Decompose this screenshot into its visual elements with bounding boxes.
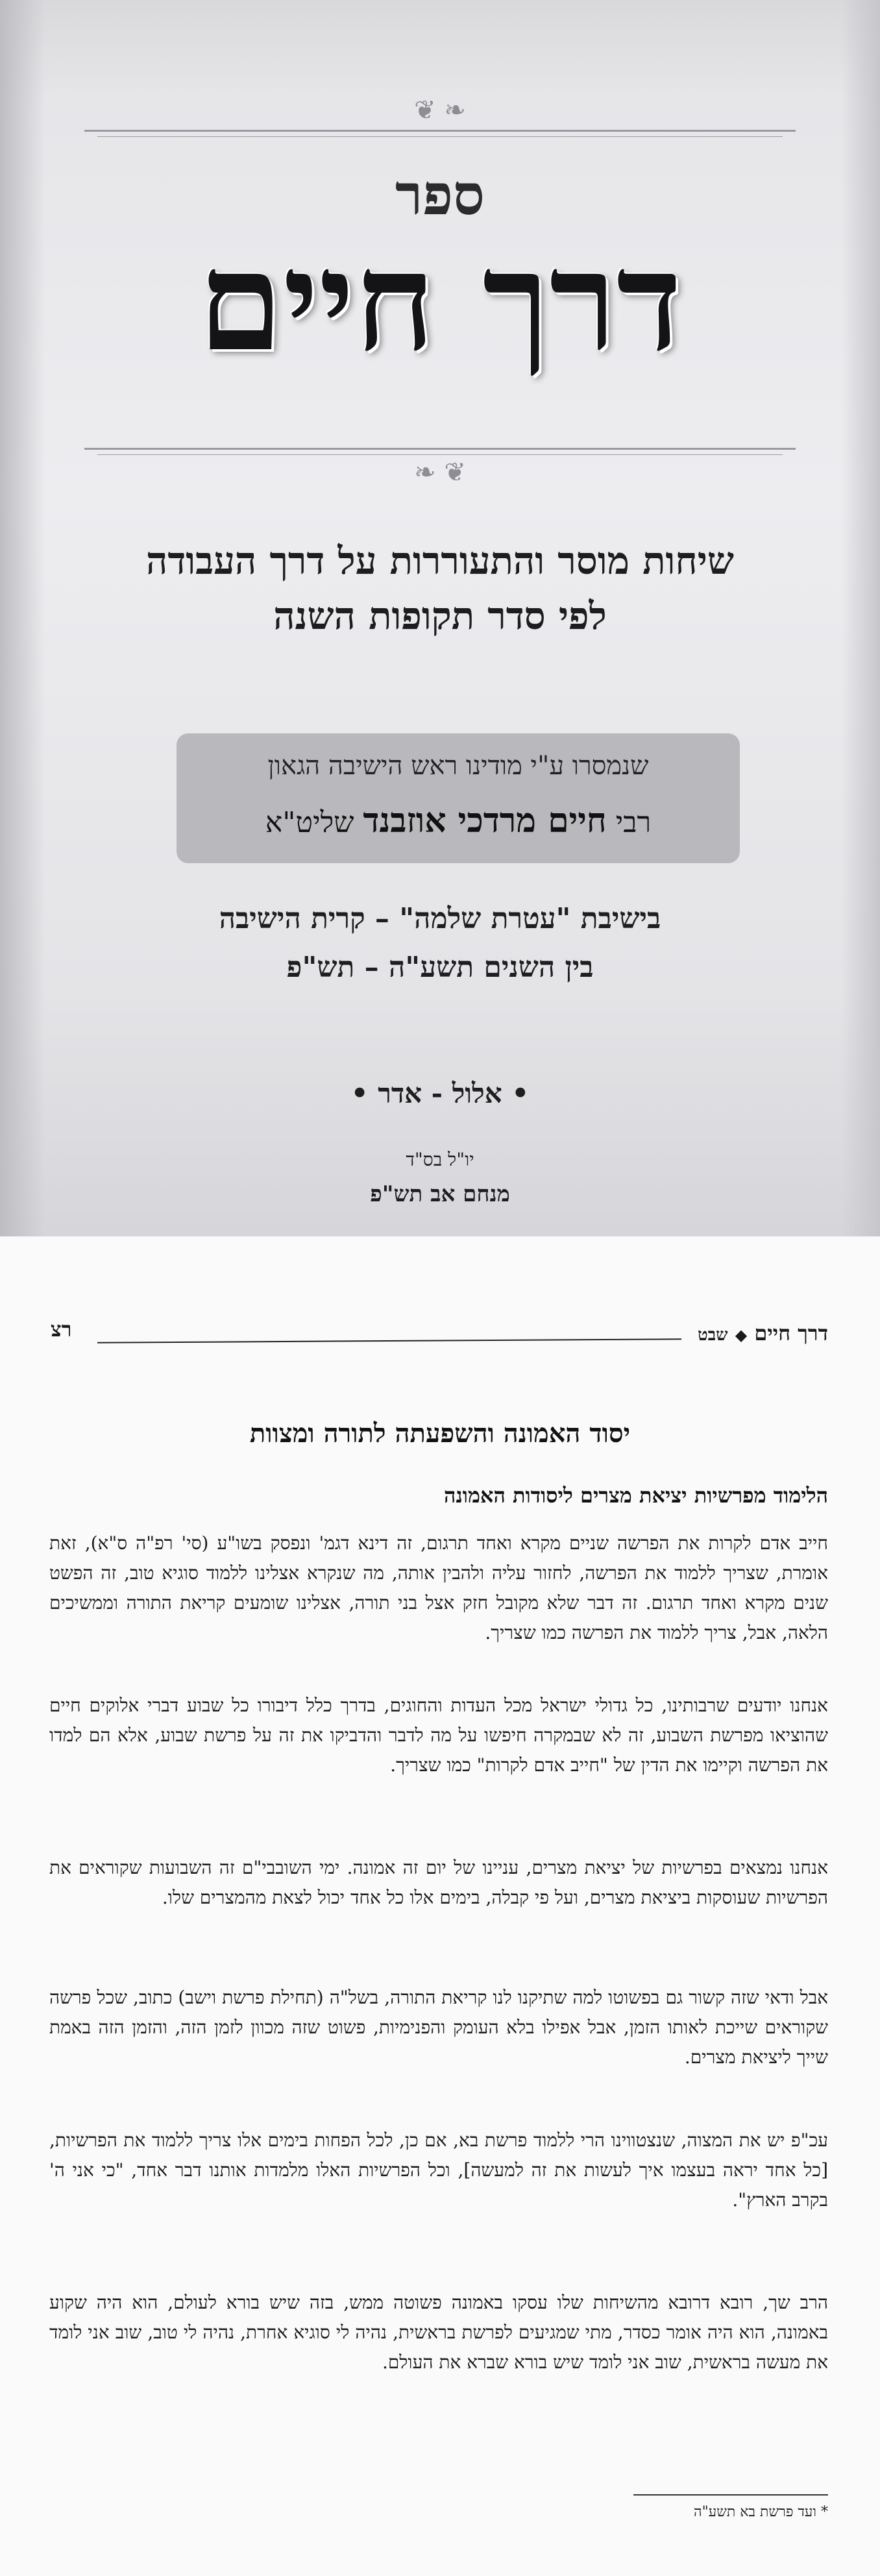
footnote-rule bbox=[633, 2494, 828, 2496]
header-book: דרך חיים bbox=[754, 1321, 828, 1345]
top-rule bbox=[84, 130, 796, 132]
text-page bbox=[0, 1236, 880, 2576]
paragraph-4: אבל ודאי שזה קשור גם בפשוטו למה שתיקנו לנו קריאת התורה, בשל"ה (תחילת פרשת וישב) כתוב, שכל פרשה שקוראים שייכת לאותו הזמן, אבל אפילו בלא העומק והפנימיות, פשוט שזה מכוון לזמן הזה, והזמן הזה באמת שייך ליציאת מצרים. bbox=[49, 1987, 828, 2068]
author-prefix: רבי bbox=[615, 806, 652, 839]
publisher-line-1: יו"ל בס"ד bbox=[406, 1149, 474, 1170]
running-header bbox=[698, 1321, 828, 1347]
footnote: * ועד פרשת בא תשע"ה bbox=[694, 2504, 828, 2520]
book-title: דרך חיים bbox=[198, 221, 682, 382]
header-section: שבט bbox=[697, 1325, 728, 1345]
bottom-ornament-icon: ❧ ❦ bbox=[414, 458, 466, 487]
document-title: יסוד האמונה והשפעתה לתורה ומצוות bbox=[249, 1418, 631, 1449]
author-name: חיים מרדכי אוזבנד bbox=[363, 801, 607, 840]
header-rule bbox=[97, 1338, 681, 1343]
author-box bbox=[177, 733, 740, 863]
author-intro: שנמסרו ע"י מודינו ראש הישיבה הגאון bbox=[267, 751, 649, 781]
paragraph-6: הרב שך, רובא דרובא מהשיחות שלו עסקו באמונה פשוטה ממש, בזה שיש בורא לעולם, הוא היה שקוע באמונה, הוא היה אומר כסדר, מתי שמגיעים לפרשת בראשית, נהיה לי סוגיא אחרת, נהיה לי טוב, שוב אני לומד את מעשה בראשית, שוב אני לומד שיש בורא שברא את העולם. bbox=[49, 2292, 828, 2373]
bottom-rule-thin bbox=[97, 454, 783, 455]
diamond-icon: ◆ bbox=[735, 1325, 748, 1344]
top-rule-thin bbox=[97, 136, 783, 137]
author-suffix: שליט"א bbox=[265, 806, 354, 839]
paragraph-3: אנחנו נמצאים בפרשיות של יציאת מצרים, עניינו של יום זה אמונה. ימי השובבי"ם זה השבועות שקוראים את הפרשיות שעוסקות ביציאת מצרים, ועל פי קבלה, בימים אלו כל אחד יכול לצאת מהמצרים שלו. bbox=[49, 1857, 828, 1908]
paragraph-5: עכ"פ יש את המצוה, שנצטווינו הרי ללמוד פרשת בא, אם כן, לכל הפחות בימים אלו צריך ללמוד את הפרשיות, [כל אחד יראה בעצמו איך לעשות את זה למעשה], וכל הפרשיות האלו מלמדות אותנו דבר אחד, "כי אני ה' בקרב הארץ". bbox=[49, 2129, 828, 2211]
months-range: • אלול - אדר • bbox=[350, 1077, 530, 1109]
title-page bbox=[0, 0, 880, 1236]
page-number: רצ bbox=[51, 1317, 72, 1342]
subtitle-line-1: שיחות מוסר והתעוררות על דרך העבודה bbox=[146, 539, 734, 583]
paragraph-2: אנחנו יודעים שרבותינו, כל גדולי ישראל מכל העדות והחוגים, בדרך כלל דיבורו כל שבוע דברי אלוקים חיים שהוציאו מפרשת השבוע, זה לא שבמקרה חיפשו על מה לדבר והדביקו את זה על פרשת שבוע, אלא הם למדו את הפרשה וקיימו את הדין של "חייב אדם לקרות" כמו שצריך. bbox=[49, 1695, 828, 1776]
publisher-line-2: מנחם אב תש"פ bbox=[370, 1181, 510, 1207]
location-line-2: בין השנים תשע"ה – תש"פ bbox=[286, 951, 594, 984]
author-line bbox=[177, 801, 740, 840]
location-line-1: בישיבת "עטרת שלמה" – קרית הישיבה bbox=[219, 902, 661, 935]
paragraph-1: חייב אדם לקרות את הפרשה שניים מקרא ואחד תרגום, זה דינא דגמ' ונפסק בשו"ע (סי' רפ"ה ס"א), זאת אומרת, שצריך ללמוד את הפרשה, לחזור עליה ולהבין אותה, מה שנקרא אצלינו ללמוד סוגיא טוב, זה הפשט שנים מקרא ואחד תרגום. זה דבר שלא מקובל חזק אצל בני תורה, אצלינו שומעים קריאת התורה וממשיכים הלאה, אבל, צריך ללמוד את הפרשה כמו שצריך. bbox=[49, 1532, 828, 1643]
bottom-rule bbox=[84, 448, 796, 450]
top-ornament-icon: ❦ ❧ bbox=[414, 95, 466, 125]
book-label: ספר bbox=[395, 162, 485, 228]
subtitle-line-2: לפי סדר תקופות השנה bbox=[273, 594, 607, 638]
section-heading: הלימוד מפרשיות יציאת מצרים ליסודות האמונה bbox=[443, 1483, 828, 1508]
